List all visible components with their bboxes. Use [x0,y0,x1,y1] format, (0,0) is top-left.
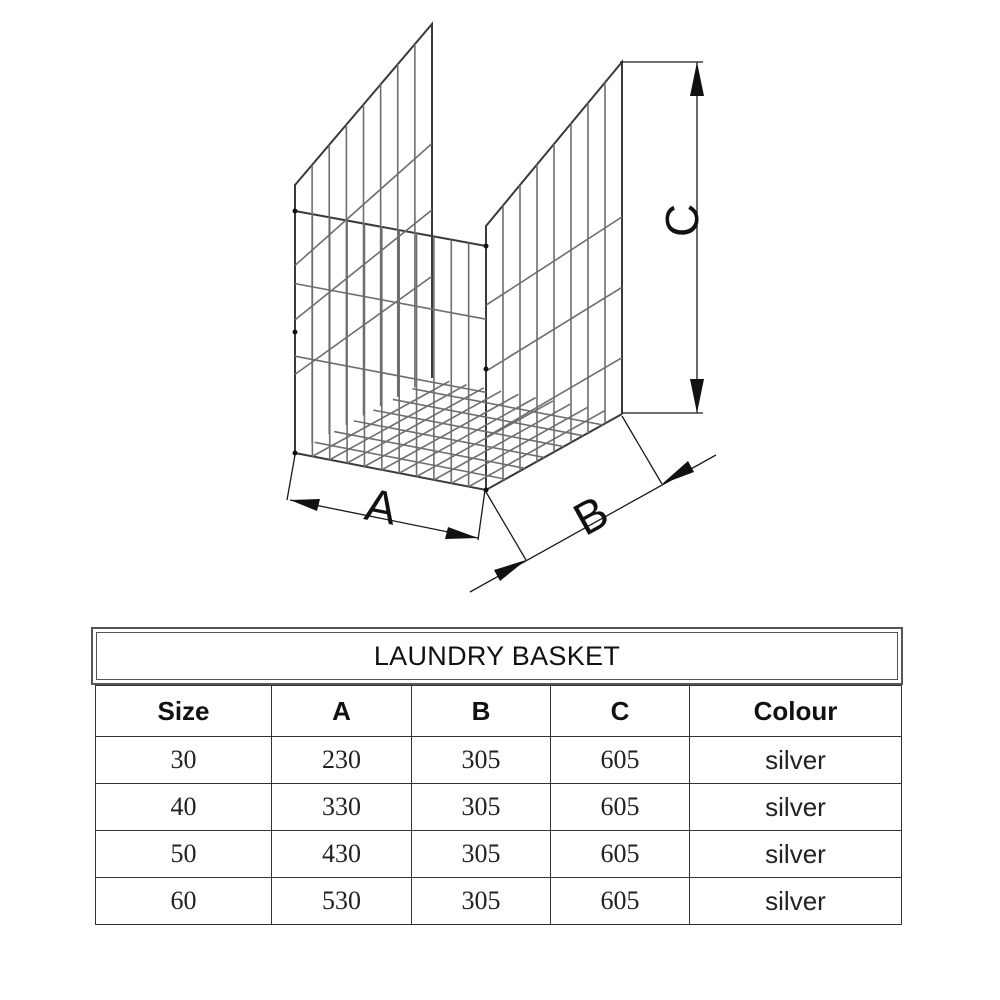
table-row [96,784,902,831]
weld-node [484,244,489,249]
wire [334,432,525,469]
cell-c: 605 [551,878,690,925]
cell-colour: silver [690,737,902,784]
cell-size: 60 [96,878,272,925]
cell-a: 430 [272,831,412,878]
table-header-row [96,686,902,737]
header-b: B [412,686,551,737]
cell-c: 605 [551,737,690,784]
cell-size: 30 [96,737,272,784]
dimension-label-c: C [656,203,708,237]
cell-a: 330 [272,784,412,831]
weld-node [484,367,489,372]
table-row [96,737,902,784]
arrowhead [445,527,478,539]
cell-b: 305 [412,878,551,925]
cell-b: 305 [412,784,551,831]
basket-wireframe [293,24,623,493]
cell-b: 305 [412,737,551,784]
header-c: C [551,686,690,737]
weld-node [293,330,298,335]
cell-a: 230 [272,737,412,784]
cell-size: 50 [96,831,272,878]
weld-node [293,209,298,214]
dimensions-table [95,685,902,925]
arrowhead [494,560,526,581]
table-row [96,878,902,925]
cell-b: 305 [412,831,551,878]
cell-colour: silver [690,831,902,878]
arrowhead [290,499,320,511]
dimension-lines [287,62,716,592]
weld-node [293,451,298,456]
cell-c: 605 [551,831,690,878]
header-colour: Colour [690,686,902,737]
wire [295,356,486,392]
table-row [96,831,902,878]
wire [412,389,602,425]
cell-a: 530 [272,878,412,925]
arrowhead [690,62,704,96]
arrowhead [690,379,704,413]
wire [315,442,506,479]
cell-colour: silver [690,784,902,831]
table-title: LAUNDRY BASKET [96,632,898,680]
cell-c: 605 [551,784,690,831]
table-title-frame [91,627,903,685]
cell-size: 40 [96,784,272,831]
cell-colour: silver [690,878,902,925]
arrowhead [662,461,694,484]
header-a: A [272,686,412,737]
header-size: Size [96,686,272,737]
spec-table [91,627,903,925]
wire [295,284,486,320]
dimension-label-b: B [564,485,617,546]
dimension-label-a: A [361,477,402,535]
